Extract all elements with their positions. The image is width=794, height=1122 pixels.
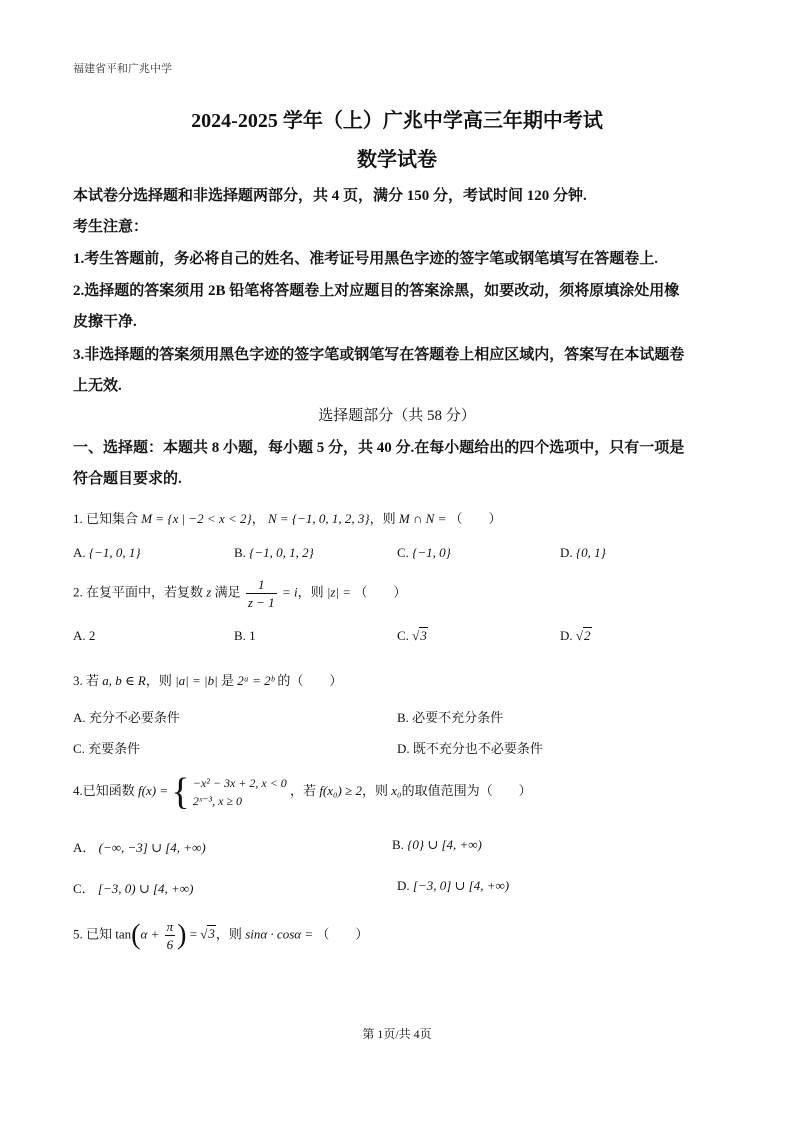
option-label: B.	[392, 837, 404, 852]
question-3-mid: ，则	[145, 673, 172, 688]
sqrt-sign: √	[200, 926, 208, 942]
question-2-mid: 满足	[214, 584, 241, 600]
question-3	[73, 670, 342, 689]
question-2-modulus: |z| =	[326, 584, 352, 600]
question-2-fraction	[246, 576, 277, 611]
question-4-option-a	[73, 837, 206, 856]
notice-heading: 考生注意：	[73, 219, 149, 235]
question-3-option-a: A. 充分不必要条件	[73, 710, 180, 725]
question-4-mid: ，若	[290, 782, 317, 798]
question-3-option-d: D. 既不充分也不必要条件	[397, 741, 543, 756]
case-2: 2ˣ⁻³, x ≥ 0	[192, 794, 243, 808]
option-label: C.	[397, 545, 409, 560]
question-4-end: 的取值范围为（ ）	[401, 782, 532, 798]
question-1-set-n: N = {−1, 0, 1, 2, 3}	[267, 511, 370, 526]
option-value: {−1, 0, 1}	[88, 545, 141, 560]
question-2-option-c	[397, 628, 428, 644]
question-4-option-c	[73, 878, 193, 897]
left-paren-icon: (	[131, 919, 141, 951]
fraction-numerator: 1	[246, 576, 277, 594]
question-1-option-b	[234, 545, 314, 561]
question-1-option-a	[73, 545, 141, 561]
question-4-function: f(x) =	[138, 782, 169, 798]
exam-subtitle: 数学试卷	[357, 149, 437, 171]
question-3-prefix: 3. 若	[73, 673, 100, 688]
option-value: {−1, 0, 1, 2}	[249, 545, 314, 560]
notice-item-2-line-2: 皮擦干净.	[73, 314, 137, 330]
option-label: C.	[397, 628, 409, 643]
notice-item-1: 1.考生答题前，务必将自己的姓名、准考证号用黑色字迹的签字笔或钢笔填写在答题卷上.	[73, 251, 659, 267]
school-name: 福建省平和广兆中学	[73, 63, 172, 75]
part1-instructions-line-1: 一、选择题：本题共 8 小题，每小题 5 分，共 40 分.在每小题给出的四个选项中，只有一项是	[73, 440, 685, 456]
sqrt-sign: √	[412, 628, 420, 643]
option-label: A.	[73, 545, 86, 560]
question-2-option-a: A. 2	[73, 628, 96, 643]
question-5-expression: sinα · cosα =	[245, 926, 314, 942]
option-value: [−3, 0) ∪ [4, +∞)	[97, 881, 194, 896]
question-1-separator: ，	[251, 511, 265, 526]
question-5	[73, 918, 368, 953]
notice-item-3-line-1: 3.非选择题的答案须用黑色字迹的签字笔或钢笔写在答题卷上相应区域内，答案写在本试题卷	[73, 347, 685, 363]
sqrt-sign: √	[575, 628, 584, 643]
question-5-tan: tan	[115, 926, 132, 942]
notice-item-3-line-2: 上无效.	[73, 378, 122, 394]
question-5-blank: （ ）	[316, 926, 369, 942]
option-value: {−1, 0}	[412, 545, 451, 560]
question-5-alpha: α +	[140, 926, 160, 942]
question-2-option-b: B. 1	[234, 628, 256, 643]
question-5-fraction	[165, 918, 176, 953]
left-brace-icon: {	[171, 771, 190, 813]
question-4-condition: f(x₀) ≥ 2	[319, 782, 363, 798]
option-label: C．	[73, 881, 95, 896]
question-3-variables: a, b ∈ R	[102, 673, 146, 688]
fraction-denominator: 6	[166, 937, 174, 952]
question-2-tail: ，则	[297, 584, 324, 600]
option-label: B.	[234, 545, 246, 560]
right-paren-icon: )	[177, 919, 187, 951]
exam-title: 2024-2025 学年（上）广兆中学高三年期中考试	[191, 110, 603, 132]
question-4-option-b	[392, 837, 482, 853]
question-4-tail: ，则	[362, 782, 389, 798]
question-4-option-d	[397, 878, 509, 894]
question-5-sqrt-value: 3	[208, 926, 215, 942]
question-1-option-d	[560, 545, 606, 561]
question-1-set-m: M = {x | −2 < x < 2}	[141, 511, 252, 526]
question-3-tail: 的（ ）	[277, 673, 343, 688]
section-title: 选择题部分（共 58 分）	[318, 408, 476, 424]
question-2-equation: = i	[281, 584, 298, 600]
question-1-mid: ，则	[369, 511, 396, 526]
piecewise-cases	[193, 774, 287, 810]
notice-item-2-line-1: 2.选择题的答案须用 2B 铅笔将答题卷上对应题目的答案涂黑，如要改动，须将原填涂处用橡	[73, 283, 680, 299]
question-4-variable: x₀	[391, 782, 402, 798]
option-value: {0, 1}	[575, 545, 606, 560]
option-label: D.	[397, 878, 410, 893]
option-value: 2	[584, 628, 591, 643]
case-1: −x² − 3x + 2, x < 0	[192, 776, 287, 790]
question-3-condition: |a| = |b|	[175, 673, 218, 688]
exam-intro: 本试卷分选择题和非选择题两部分，共 4 页，满分 150 分，考试时间 120 分钟.	[73, 188, 587, 204]
option-value: [−3, 0] ∪ [4, +∞)	[412, 878, 510, 893]
question-3-option-b: B. 必要不充分条件	[397, 710, 504, 725]
question-5-mid: ，则	[215, 926, 242, 942]
page-footer: 第 1页/共 4页	[362, 1027, 432, 1041]
option-label: D.	[560, 545, 573, 560]
option-label: D.	[560, 628, 573, 643]
question-3-option-c: C. 充要条件	[73, 741, 141, 756]
question-1-expression: M ∩ N =	[398, 511, 447, 526]
option-label: A．	[73, 840, 96, 855]
question-2-blank: （ ）	[354, 584, 407, 600]
option-value: {0} ∪ [4, +∞)	[407, 837, 482, 852]
question-2-variable: z	[206, 584, 212, 600]
option-value: 3	[420, 628, 427, 643]
part1-instructions-line-2: 符合题目要求的.	[73, 471, 182, 487]
question-1	[73, 508, 502, 527]
question-5-prefix: 5. 已知	[73, 926, 113, 942]
question-1-option-c	[397, 545, 451, 561]
question-1-prefix: 1. 已知集合	[73, 511, 139, 526]
question-2-prefix: 2. 在复平面中，若复数	[73, 584, 204, 600]
option-value: (−∞, −3] ∪ [4, +∞)	[98, 840, 206, 855]
fraction-numerator: π	[166, 919, 174, 934]
question-4-prefix: 4.已知函数	[73, 782, 135, 798]
question-2	[73, 576, 406, 611]
question-1-blank: （ ）	[449, 511, 502, 526]
question-3-exponential: 2ᵃ = 2ᵇ	[237, 673, 275, 688]
fraction-denominator: z − 1	[247, 595, 275, 610]
question-4	[73, 770, 532, 814]
question-3-mid2: 是	[220, 673, 234, 688]
question-2-option-d	[560, 628, 592, 644]
question-5-equals: =	[189, 926, 198, 942]
